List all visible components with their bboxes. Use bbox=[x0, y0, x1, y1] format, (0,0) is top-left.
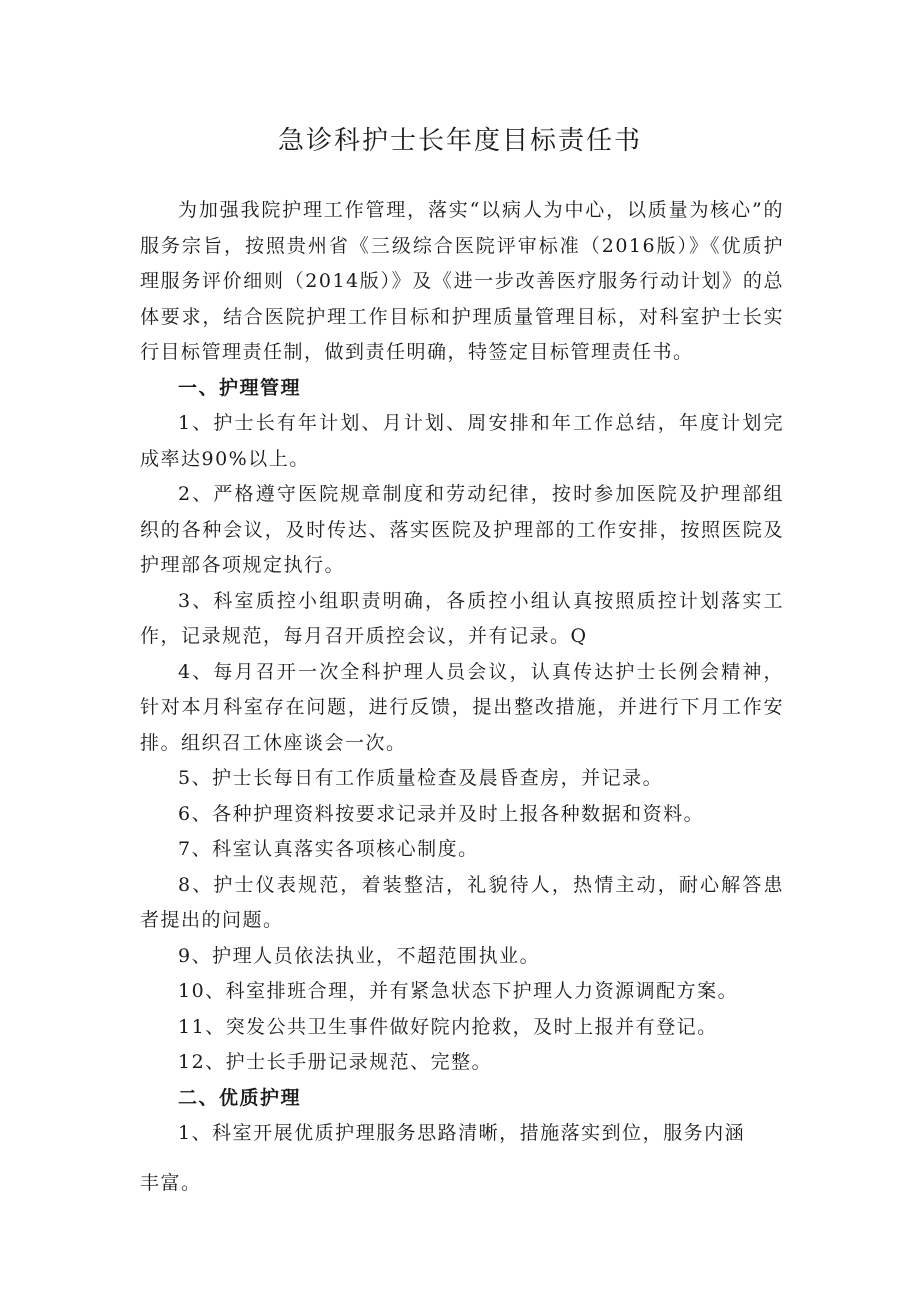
list-item: 6、各种护理资料按要求记录并及时上报各种数据和资料。 bbox=[178, 802, 705, 825]
list-item: 7、科室认真落实各项核心制度。 bbox=[178, 838, 479, 860]
list-item: 2、严格遵守医院规章制度和劳动纪律，按时参加医院及护理部组织的各种会议，及时传达、落实医院及护理部的工作安排，按照医院及护理部各项规定执行。 bbox=[140, 483, 784, 576]
list-item-continuation: 丰富。 bbox=[140, 1171, 202, 1194]
list-item: 1、护士长有年计划、月计划、周安排和年工作总结，年度计划完成率达90%以上。 bbox=[140, 412, 784, 470]
list-item: 10、科室排班合理，并有紧急状态下护理人力资源调配方案。 bbox=[178, 980, 739, 1002]
list-item: 4、每月召开一次全科护理人员会议，认真传达护士长例会精神，针对本月科室存在问题，进行反馈，提出整改措施，并进行下月工作安排。组织召工休座谈会一次。 bbox=[140, 660, 784, 754]
list-item: 3、科室质控小组职责明确，各质控小组认真按照质控计划落实工作，记录规范，每月召开质控会议，并有记录。Q bbox=[140, 589, 784, 647]
list-item: 1、科室开展优质护理服务思路清晰，措施落实到位，服务内涵 bbox=[178, 1122, 746, 1144]
list-item: 5、护士长每日有工作质量检查及晨昏查房，并记录。 bbox=[178, 767, 664, 789]
list-item: 12、护士长手册记录规范、完整。 bbox=[178, 1051, 493, 1073]
list-item: 8、护士仪表规范，着装整洁，礼貌待人，热情主动，耐心解答患者提出的问题。 bbox=[140, 873, 784, 931]
document-title: 急诊科护士长年度目标责任书 bbox=[277, 126, 642, 156]
intro-paragraph: 为加强我院护理工作管理，落实“以病人为中心，以质量为核心”的服务宗旨，按照贵州省《三级综合医院评审标准（2016版）》《优质护理服务评价细则（2014版）》及《进一步改善医疗服务行动计划》的总体要求，结合医院护理工作目标和护理质量管理目标，对科室护士长实行目标管理责任制，做到责任明确，特签定目标管理责任书。 bbox=[140, 199, 784, 363]
list-item: 11、突发公共卫生事件做好院内抢救，及时上报并有登记。 bbox=[178, 1015, 718, 1038]
list-item: 9、护理人员依法执业，不超范围执业。 bbox=[178, 944, 541, 967]
document-body bbox=[140, 193, 784, 1201]
section-heading-quality-nursing: 二、优质护理 bbox=[178, 1086, 302, 1109]
section-heading-nursing-management: 一、护理管理 bbox=[178, 376, 302, 399]
